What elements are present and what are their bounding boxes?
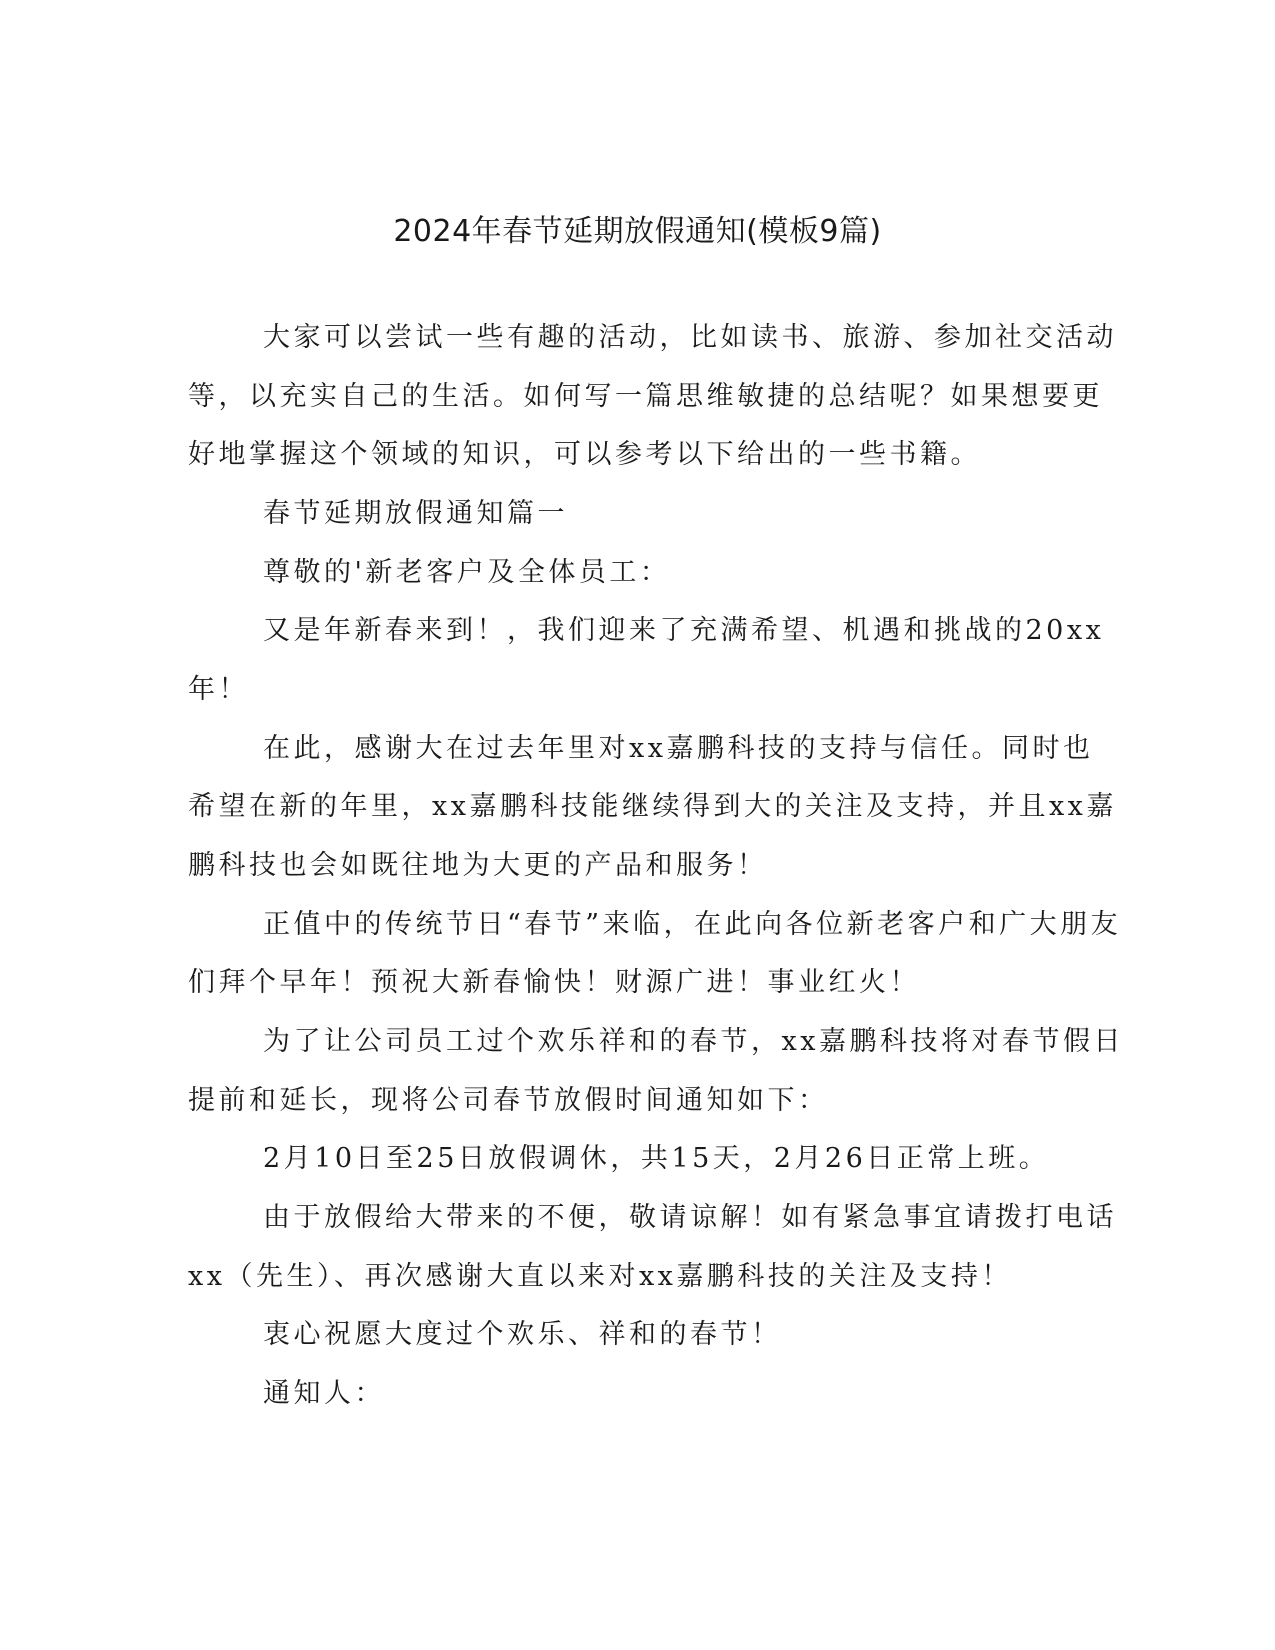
paragraph-line: 提前和延长，现将公司春节放假时间通知如下： [188,1085,829,1116]
paragraph-line: 在此，感谢大在过去年里对xx嘉鹏科技的支持与信任。同时也 [263,733,1094,764]
signature-label: 通知人： [263,1378,385,1409]
paragraph-line: 2月10日至25日放假调休，共15天，2月26日正常上班。 [263,1143,1050,1174]
paragraph-line: 们拜个早年！预祝大新春愉快！财源广进！事业红火！ [188,967,920,998]
paragraph-line: 正值中的传统节日“春节”来临，在此向各位新老客户和广大朋友 [263,909,1122,940]
paragraph-line: 由于放假给大带来的不便，敬请谅解！如有紧急事宜请拨打电话 [263,1202,1117,1233]
paragraph-line: 又是年新春来到！，我们迎来了充满希望、机遇和挑战的20xx [263,615,1105,646]
salutation: 尊敬的'新老客户及全体员工： [263,557,671,588]
paragraph-line: xx（先生）、再次感谢大直以来对xx嘉鹏科技的关注及支持！ [188,1261,1012,1292]
paragraph-line: 年！ [188,674,249,705]
document-title: 2024年春节延期放假通知(模板9篇) [393,214,882,249]
section-heading: 春节延期放假通知篇一 [263,498,568,529]
paragraph-line: 好地掌握这个领域的知识，可以参考以下给出的一些书籍。 [188,439,981,470]
closing-line: 衷心祝愿大度过个欢乐、祥和的春节！ [263,1319,782,1350]
paragraph-line: 希望在新的年里，xx嘉鹏科技能继续得到大的关注及支持，并且xx嘉 [188,791,1117,822]
paragraph-line: 为了让公司员工过个欢乐祥和的春节，xx嘉鹏科技将对春节假日 [263,1026,1124,1057]
paragraph-line: 大家可以尝试一些有趣的活动，比如读书、旅游、参加社交活动 [263,322,1117,353]
paragraph-line: 鹏科技也会如既往地为大更的产品和服务！ [188,850,768,881]
paragraph-line: 等，以充实自己的生活。如何写一篇思维敏捷的总结呢？如果想要更 [188,381,1103,412]
